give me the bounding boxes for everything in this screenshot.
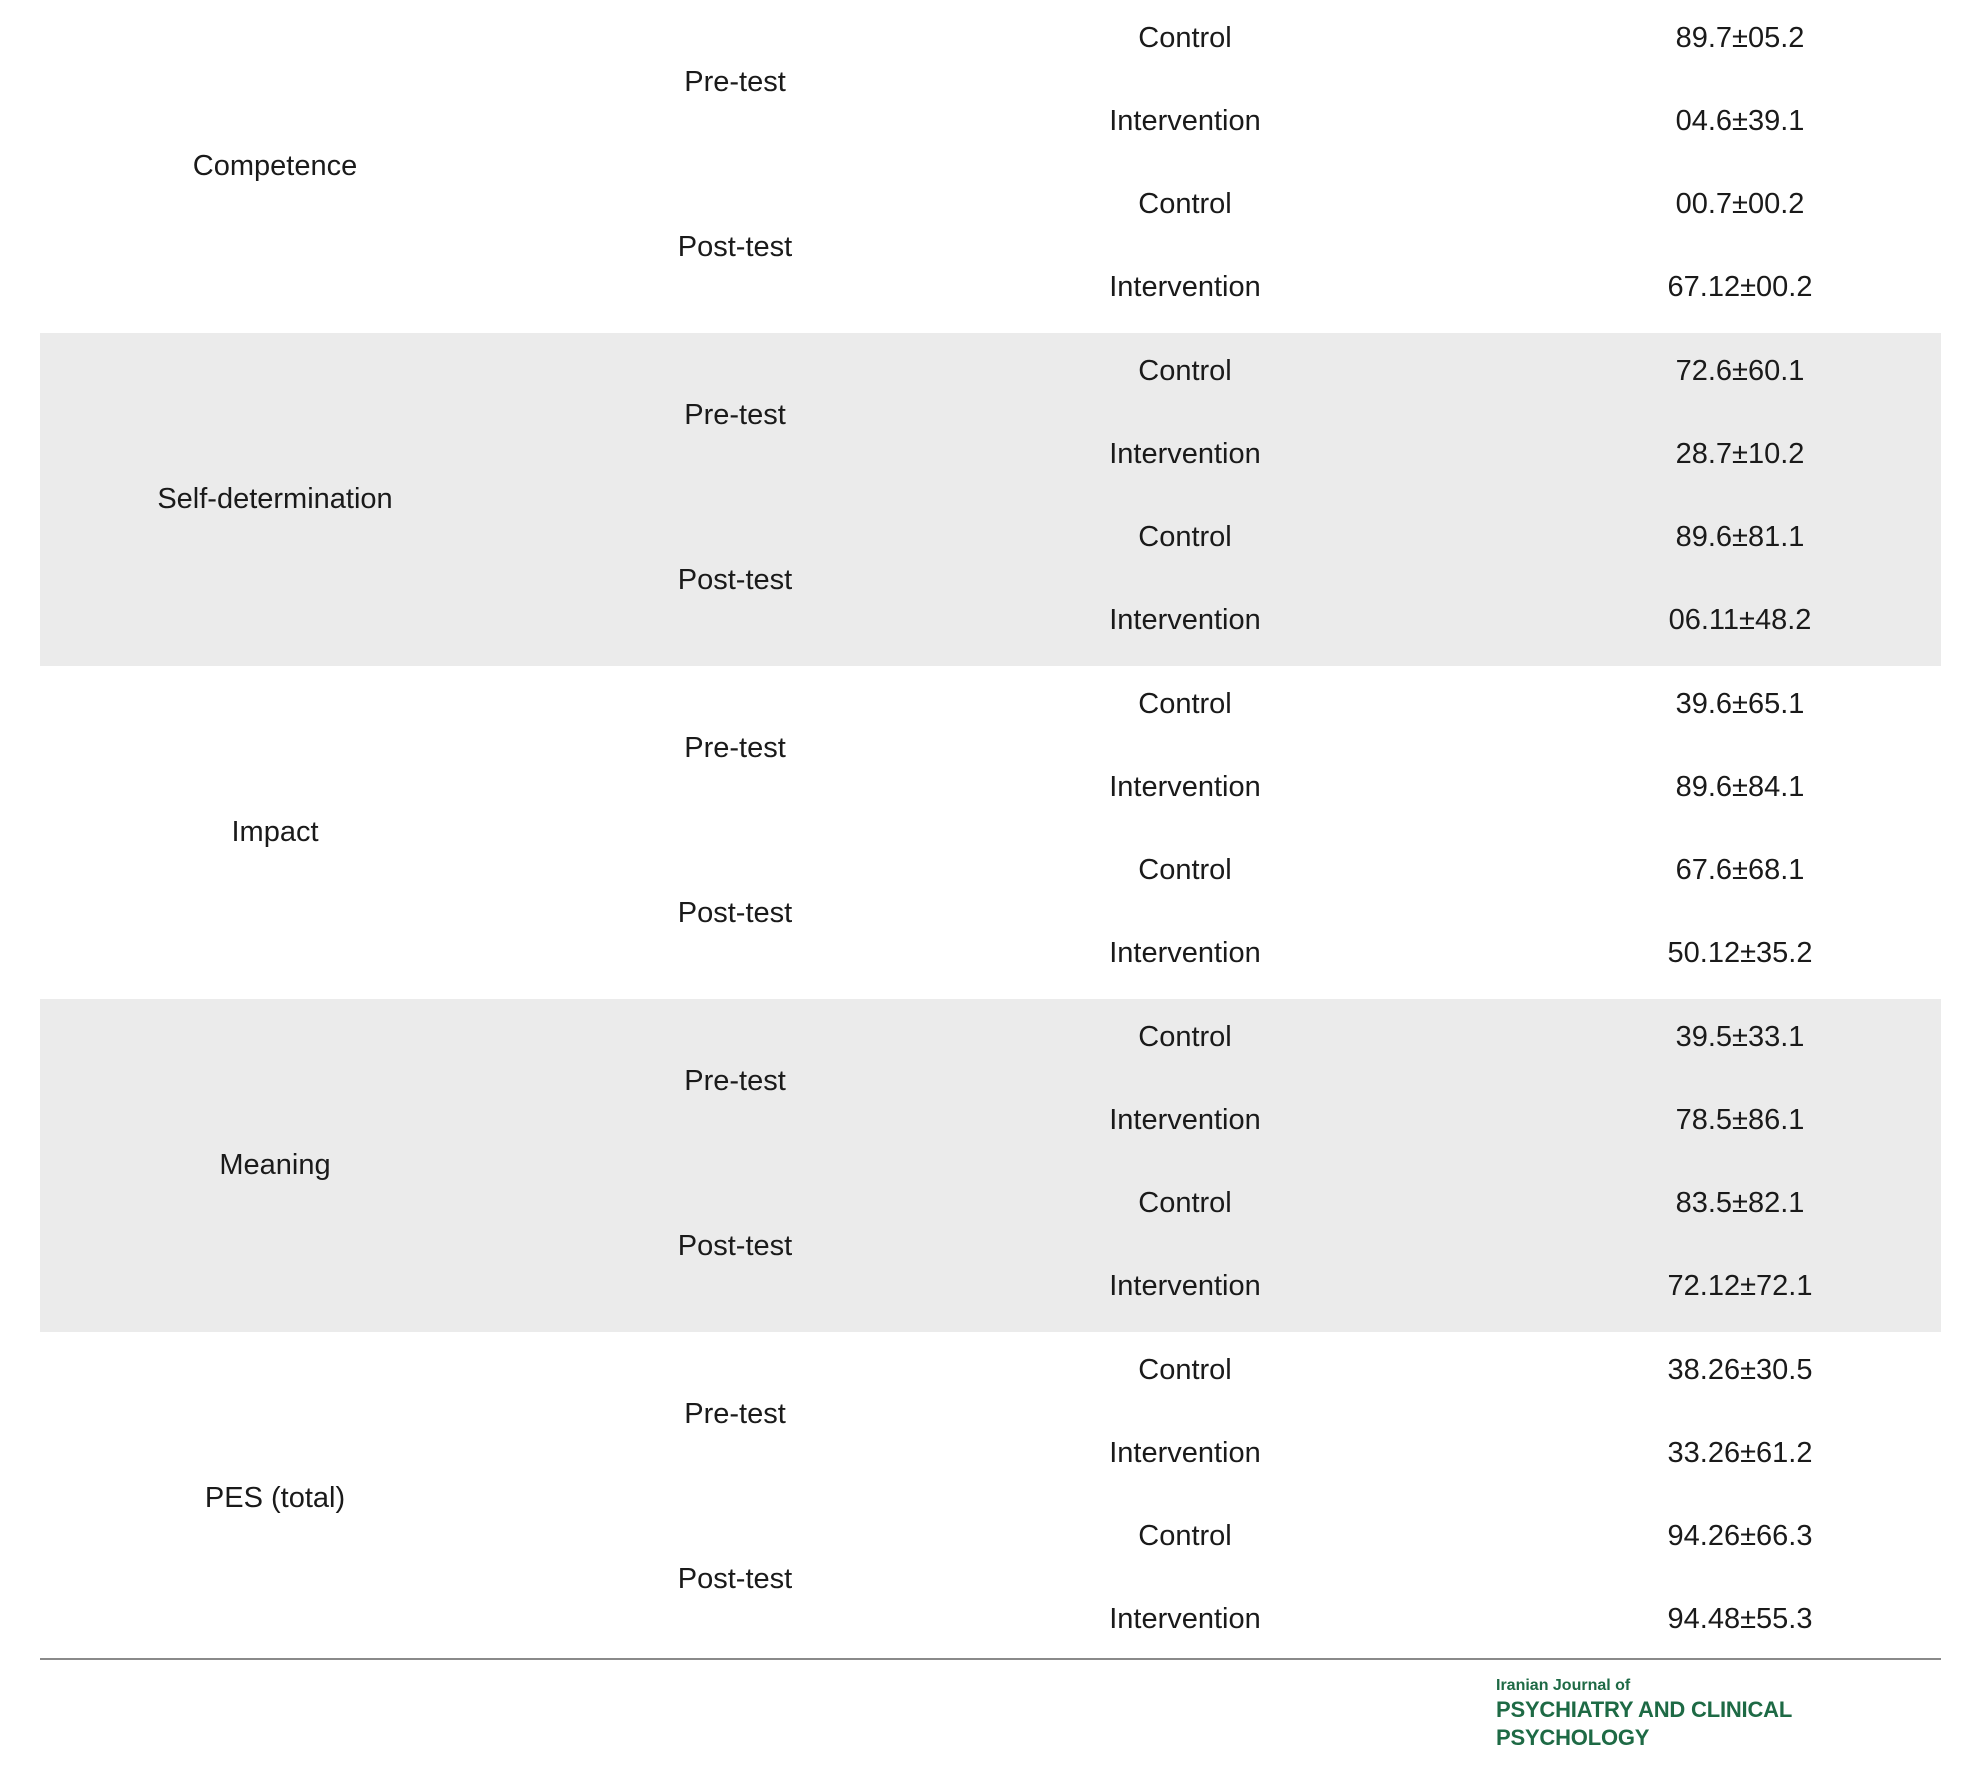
group-label: Intervention: [1109, 271, 1261, 303]
domain-label: Meaning: [219, 1149, 331, 1181]
group-label: Control: [1138, 1021, 1232, 1053]
phase-label: Post-test: [677, 1563, 793, 1595]
value-cell: 94.48±55.3: [1667, 1603, 1813, 1635]
journal-logo: [1496, 1676, 1941, 1752]
value-cell: 72.6±60.1: [1675, 355, 1805, 387]
value-cell: 94.26±66.3: [1667, 1520, 1813, 1552]
value-cell: 38.26±30.5: [1667, 1354, 1813, 1386]
phase-label: Pre-test: [684, 1065, 786, 1097]
group-label: Intervention: [1109, 604, 1261, 636]
group-label: Intervention: [1109, 771, 1261, 803]
value-cell: 39.5±33.1: [1675, 1021, 1805, 1053]
phase-label: Post-test: [677, 564, 793, 596]
domain-label: Competence: [192, 150, 358, 182]
group-label: Intervention: [1109, 1437, 1261, 1469]
group-label: Control: [1138, 688, 1232, 720]
table-row-group: [40, 999, 1941, 1332]
table-row-group: [40, 1332, 1941, 1665]
group-label: Control: [1138, 854, 1232, 886]
group-label: Intervention: [1109, 438, 1261, 470]
group-label: Intervention: [1109, 937, 1261, 969]
group-label: Control: [1138, 188, 1232, 220]
group-label: Control: [1138, 1520, 1232, 1552]
phase-label: Pre-test: [684, 732, 786, 764]
value-cell: 04.6±39.1: [1675, 105, 1805, 137]
group-label: Control: [1138, 521, 1232, 553]
phase-label: Post-test: [677, 231, 793, 263]
group-label: Control: [1138, 1187, 1232, 1219]
table-bottom-rule: [40, 1658, 1941, 1660]
value-cell: 67.6±68.1: [1675, 854, 1805, 886]
value-cell: 50.12±35.2: [1667, 937, 1813, 969]
results-table: [40, 0, 1941, 1665]
phase-label: Post-test: [677, 1230, 793, 1262]
table-row-group: [40, 0, 1941, 333]
phase-label: Pre-test: [684, 66, 786, 98]
group-label: Control: [1138, 1354, 1232, 1386]
journal-name-line2: PSYCHIATRY AND CLINICAL PSYCHOLOGY: [1496, 1697, 1792, 1750]
phase-label: Pre-test: [684, 1398, 786, 1430]
value-cell: 89.6±81.1: [1675, 521, 1805, 553]
journal-name-line1: Iranian Journal of: [1496, 1677, 1631, 1694]
value-cell: 72.12±72.1: [1667, 1270, 1813, 1302]
value-cell: 83.5±82.1: [1675, 1187, 1805, 1219]
value-cell: 67.12±00.2: [1667, 271, 1813, 303]
group-label: Intervention: [1109, 105, 1261, 137]
value-cell: 78.5±86.1: [1675, 1104, 1805, 1136]
table-row-group: [40, 333, 1941, 666]
value-cell: 33.26±61.2: [1667, 1437, 1813, 1469]
value-cell: 39.6±65.1: [1675, 688, 1805, 720]
phase-label: Pre-test: [684, 399, 786, 431]
value-cell: 89.7±05.2: [1675, 22, 1805, 54]
value-cell: 00.7±00.2: [1675, 188, 1805, 220]
domain-label: PES (total): [204, 1482, 346, 1514]
group-label: Intervention: [1109, 1104, 1261, 1136]
group-label: Control: [1138, 22, 1232, 54]
group-label: Intervention: [1109, 1270, 1261, 1302]
domain-label: Impact: [231, 816, 319, 848]
value-cell: 06.11±48.2: [1668, 604, 1812, 636]
domain-label: Self-determination: [157, 483, 393, 515]
value-cell: 28.7±10.2: [1675, 438, 1805, 470]
group-label: Control: [1138, 355, 1232, 387]
phase-label: Post-test: [677, 897, 793, 929]
group-label: Intervention: [1109, 1603, 1261, 1635]
value-cell: 89.6±84.1: [1675, 771, 1805, 803]
table-row-group: [40, 666, 1941, 999]
